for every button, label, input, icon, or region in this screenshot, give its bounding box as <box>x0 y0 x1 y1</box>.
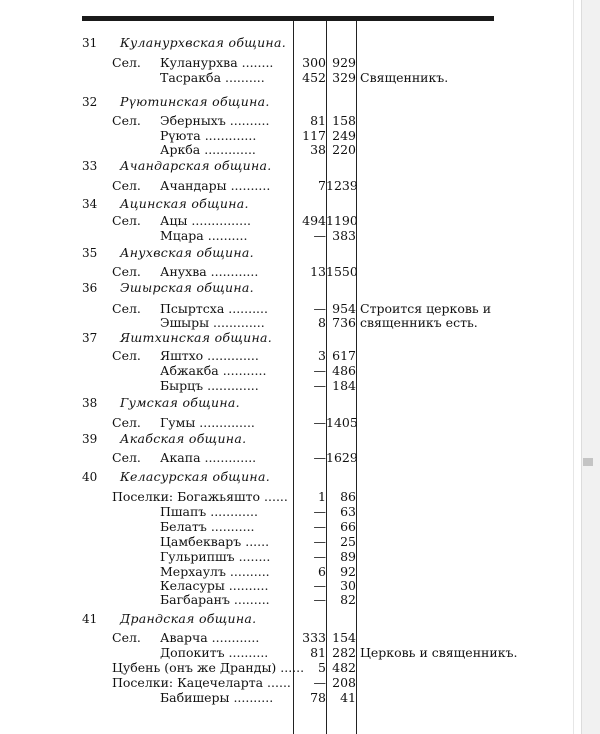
community-title: Келасурская община. <box>120 469 270 484</box>
community-title: Гумская община. <box>120 395 240 410</box>
community-title: Куланурхвская община. <box>120 35 286 50</box>
community-number: 35 <box>82 246 98 260</box>
value-col-2: 25 <box>340 534 356 549</box>
table-row <box>0 416 580 430</box>
value-col-1: 1 <box>318 489 326 504</box>
value-col-1: 81 <box>310 645 326 660</box>
settlement-type: Сел. <box>112 178 141 193</box>
value-col-2: 329 <box>332 70 356 85</box>
community-header <box>0 470 580 484</box>
value-col-2: 89 <box>340 549 356 564</box>
settlement-type: Сел. <box>112 264 141 279</box>
settlement-name: Яштхо ............. <box>160 348 259 363</box>
scrollbar-thumb[interactable] <box>583 458 593 466</box>
value-col-1: — <box>313 578 326 593</box>
settlement-name: Бабишеры .......... <box>160 690 274 705</box>
value-col-1: — <box>313 592 326 607</box>
value-col-1: — <box>313 378 326 393</box>
table-row <box>0 535 580 549</box>
value-col-2: 82 <box>340 592 356 607</box>
settlement-name: Келасуры .......... <box>160 578 269 593</box>
settlement-name: Эшыры ............. <box>160 315 265 330</box>
settlement-name: Эберныхъ .......... <box>160 113 270 128</box>
settlement-type: Сел. <box>112 213 141 228</box>
settlement-type: Сел. <box>112 113 141 128</box>
community-header <box>0 36 580 50</box>
value-col-1: 452 <box>302 70 326 85</box>
value-col-1: 333 <box>302 630 326 645</box>
value-col-2: 30 <box>340 578 356 593</box>
value-col-1: 8 <box>318 315 326 330</box>
table-row <box>0 579 580 593</box>
community-title: Акабская община. <box>120 431 247 446</box>
community-header <box>0 197 580 211</box>
table-row <box>0 265 580 279</box>
value-col-1: 13 <box>310 264 326 279</box>
community-title: Ацинская община. <box>120 196 249 211</box>
value-col-1: — <box>313 504 326 519</box>
value-col-1: 7 <box>318 178 326 193</box>
table-row <box>0 565 580 579</box>
remark: Церковь и священникъ. <box>360 645 518 660</box>
value-col-2: 486 <box>332 363 356 378</box>
settlement-name: Акапа ............. <box>160 450 257 465</box>
table-row <box>0 490 580 504</box>
scrollbar[interactable] <box>581 0 600 734</box>
community-header <box>0 95 580 109</box>
table-row <box>0 505 580 519</box>
value-col-2: 1629 <box>326 450 358 465</box>
settlement-name: Бырцъ ............. <box>160 378 259 393</box>
community-header <box>0 246 580 260</box>
settlement-type: Сел. <box>112 55 141 70</box>
value-col-1: 78 <box>310 690 326 705</box>
table-row <box>0 56 580 70</box>
value-col-2: 249 <box>332 128 356 143</box>
table-row <box>0 676 580 690</box>
table-row <box>0 143 580 157</box>
settlement-type: Сел. <box>112 415 141 430</box>
community-header <box>0 331 580 345</box>
value-col-2: 220 <box>332 142 356 157</box>
community-header <box>0 396 580 410</box>
value-col-2: 158 <box>332 113 356 128</box>
value-col-1: 3 <box>318 348 326 363</box>
community-number: 36 <box>82 281 98 295</box>
table-row <box>0 691 580 705</box>
settlement-name: Багбаранъ ......... <box>160 592 270 607</box>
value-col-2: 1190 <box>326 213 358 228</box>
table-row <box>0 364 580 378</box>
table-row <box>0 631 580 645</box>
top-rule <box>82 16 494 21</box>
community-title: Анухвская община. <box>120 245 254 260</box>
value-col-2: 154 <box>332 630 356 645</box>
value-col-1: 300 <box>302 55 326 70</box>
value-col-1: 38 <box>310 142 326 157</box>
value-col-2: 383 <box>332 228 356 243</box>
value-col-1: — <box>313 363 326 378</box>
table-row <box>0 349 580 363</box>
remark: Священникъ. <box>360 70 449 85</box>
table-row <box>0 179 580 193</box>
community-number: 31 <box>82 36 98 50</box>
value-col-2: 954 <box>332 301 356 316</box>
settlement-type: Сел. <box>112 630 141 645</box>
settlement-type: Сел. <box>112 301 141 316</box>
settlement-name: Анухва ............ <box>160 264 259 279</box>
table-row <box>0 214 580 228</box>
settlement-name: Рүюта ............. <box>160 128 257 143</box>
community-number: 39 <box>82 432 98 446</box>
value-col-2: 1239 <box>326 178 358 193</box>
value-col-1: 117 <box>302 128 326 143</box>
settlement-name: Допокитъ .......... <box>160 645 269 660</box>
value-col-1: — <box>313 450 326 465</box>
settlement-name: Аварча ............ <box>160 630 260 645</box>
community-number: 33 <box>82 159 98 173</box>
community-header <box>0 159 580 173</box>
settlement-name: Белатъ ........... <box>160 519 255 534</box>
table-row <box>0 550 580 564</box>
settlement-name: Псыртсха .......... <box>160 301 268 316</box>
settlement-type: Сел. <box>112 450 141 465</box>
value-col-1: — <box>313 301 326 316</box>
community-title: Яштхинская община. <box>120 330 273 345</box>
value-col-1: 81 <box>310 113 326 128</box>
settlement-name: Аркба ............. <box>160 142 256 157</box>
table-row <box>0 520 580 534</box>
value-col-1: 5 <box>318 660 326 675</box>
value-col-2: 482 <box>332 660 356 675</box>
community-header <box>0 281 580 295</box>
community-title: Рүютинская община. <box>120 94 270 109</box>
settlement-name: Пшапъ ............ <box>160 504 258 519</box>
value-col-2: 736 <box>332 315 356 330</box>
community-title: Эшырская община. <box>120 280 254 295</box>
value-col-2: 92 <box>340 564 356 579</box>
value-col-2: 1405 <box>326 415 358 430</box>
community-number: 32 <box>82 95 98 109</box>
settlement-type: Поселки: Богажьяшто ...... <box>112 489 288 504</box>
value-col-2: 184 <box>332 378 356 393</box>
community-number: 37 <box>82 331 98 345</box>
settlement-name: Мцара .......... <box>160 228 248 243</box>
value-col-2: 66 <box>340 519 356 534</box>
settlement-name: Цамбекваръ ...... <box>160 534 270 549</box>
table-row <box>0 129 580 143</box>
settlement-type: Цубень (онъ же Дранды) ...... <box>112 660 305 675</box>
remark: священникъ есть. <box>360 315 478 330</box>
community-number: 34 <box>82 197 98 211</box>
table-row <box>0 302 580 316</box>
value-col-1: 494 <box>302 213 326 228</box>
value-col-1: — <box>313 415 326 430</box>
value-col-2: 63 <box>340 504 356 519</box>
value-col-2: 41 <box>340 690 356 705</box>
table-row <box>0 379 580 393</box>
value-col-2: 1550 <box>326 264 358 279</box>
settlement-name: Гумы .............. <box>160 415 255 430</box>
community-title: Драндская община. <box>120 611 257 626</box>
settlement-name: Ачандары .......... <box>160 178 271 193</box>
value-col-1: — <box>313 534 326 549</box>
settlement-name: Гульрипшъ ........ <box>160 549 271 564</box>
remark: Строится церковь и <box>360 301 492 316</box>
settlement-type: Сел. <box>112 348 141 363</box>
value-col-2: 929 <box>332 55 356 70</box>
value-col-1: — <box>313 675 326 690</box>
value-col-1: — <box>313 519 326 534</box>
value-col-2: 208 <box>332 675 356 690</box>
value-col-1: — <box>313 549 326 564</box>
table-row <box>0 593 580 607</box>
table-row <box>0 229 580 243</box>
community-number: 41 <box>82 612 98 626</box>
settlement-name: Ацы ............... <box>160 213 252 228</box>
value-col-2: 86 <box>340 489 356 504</box>
table-row <box>0 646 580 660</box>
community-number: 38 <box>82 396 98 410</box>
settlement-name: Абжакба ........... <box>160 363 267 378</box>
value-col-1: 6 <box>318 564 326 579</box>
value-col-2: 282 <box>332 645 356 660</box>
table-row <box>0 114 580 128</box>
value-col-2: 617 <box>332 348 356 363</box>
settlement-name: Куланурхва ........ <box>160 55 274 70</box>
community-title: Ачандарская община. <box>120 158 272 173</box>
community-header <box>0 612 580 626</box>
community-number: 40 <box>82 470 98 484</box>
table-row <box>0 71 580 85</box>
table-row <box>0 316 580 330</box>
settlement-name: Тасракба .......... <box>160 70 265 85</box>
table-row <box>0 451 580 465</box>
value-col-1: — <box>313 228 326 243</box>
settlement-type: Поселки: Кацечеларта ...... <box>112 675 291 690</box>
settlement-name: Мерхаулъ .......... <box>160 564 270 579</box>
community-header <box>0 432 580 446</box>
table-row <box>0 661 580 675</box>
